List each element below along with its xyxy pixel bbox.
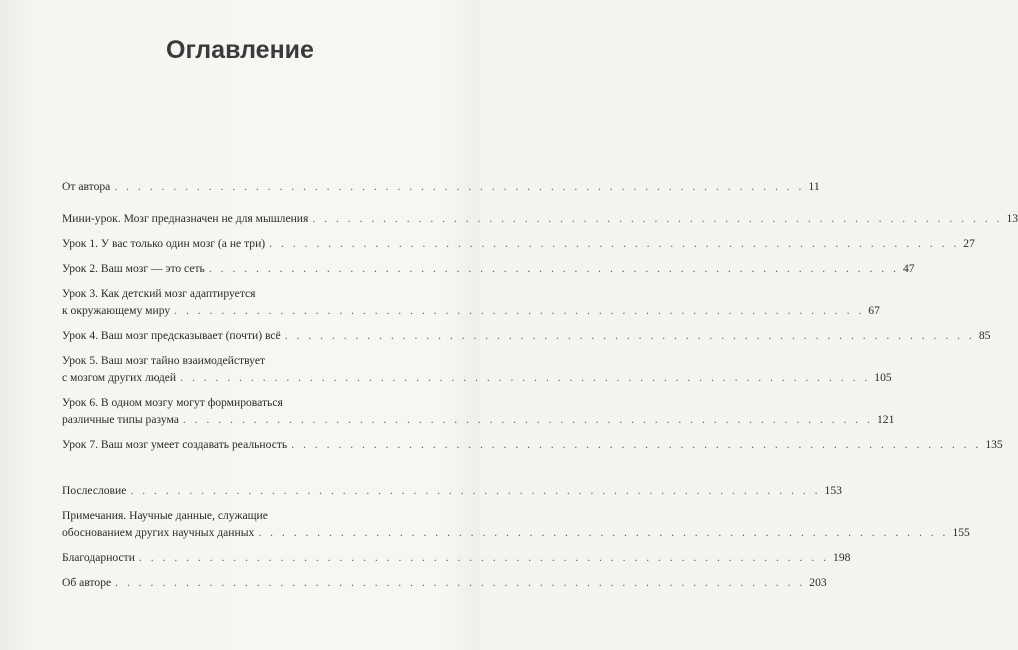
toc-entry-text-cont: обоснованием других научных данных <box>62 526 255 539</box>
toc-entry-lesson-1 <box>62 235 975 252</box>
toc-entry-text: Примечания. Научные данные, служащие <box>62 509 268 522</box>
toc-page-number: 153 <box>824 484 842 497</box>
toc-entry-text: Урок 4. Ваш мозг предсказывает (почти) всё <box>62 329 281 342</box>
toc-page-number: 203 <box>809 576 827 589</box>
toc-entry-text: Мини-урок. Мозг предназначен не для мышления <box>62 212 309 225</box>
toc-entry-lesson-6 <box>62 394 895 428</box>
toc-entry-about-author <box>62 574 827 591</box>
toc-leader-dots: . . . . . . . . . . . . . . . . . . . . . . . . . . . . . . . . . . . . . . . . . . . . . . . . . . . . . . . . . . . <box>182 413 873 426</box>
toc-entry-lesson-7 <box>62 436 1003 453</box>
toc-entry-text: Урок 3. Как детский мозг адаптируется <box>62 287 256 300</box>
toc-leader-dots: . . . . . . . . . . . . . . . . . . . . . . . . . . . . . . . . . . . . . . . . . . . . . . . . . . . . . . . . . . . <box>174 304 865 317</box>
toc-entry-afterword <box>62 482 842 499</box>
toc-leader-dots: . . . . . . . . . . . . . . . . . . . . . . . . . . . . . . . . . . . . . . . . . . . . . . . . . . . . . . . . . . . <box>291 438 982 451</box>
toc-leader-dots: . . . . . . . . . . . . . . . . . . . . . . . . . . . . . . . . . . . . . . . . . . . . . . . . . . . . . . . . . . . <box>130 484 821 497</box>
toc-leader-dots: . . . . . . . . . . . . . . . . . . . . . . . . . . . . . . . . . . . . . . . . . . . . . . . . . . . . . . . . . . . <box>258 526 949 539</box>
toc-leader-dots: . . . . . . . . . . . . . . . . . . . . . . . . . . . . . . . . . . . . . . . . . . . . . . . . . . . . . . . . . . . <box>312 212 1003 225</box>
toc-entry-text-cont: различные типы разума <box>62 413 179 426</box>
toc-leader-dots: . . . . . . . . . . . . . . . . . . . . . . . . . . . . . . . . . . . . . . . . . . . . . . . . . . . . . . . . . . . <box>208 262 899 275</box>
toc-page-number: 85 <box>978 329 991 342</box>
toc-leader-dots: . . . . . . . . . . . . . . . . . . . . . . . . . . . . . . . . . . . . . . . . . . . . . . . . . . . . . . . . . . . <box>269 237 960 250</box>
toc-page-number: 27 <box>963 237 975 250</box>
page-title: Оглавление <box>166 36 314 64</box>
toc-page-number: 198 <box>833 551 851 564</box>
toc-entry-acknowledgements <box>62 549 851 566</box>
toc-page-number: 105 <box>874 371 892 384</box>
toc-page-number: 47 <box>902 262 915 275</box>
toc-entry-text: Урок 1. У вас только один мозг (а не три) <box>62 237 266 250</box>
toc-entry-lesson-4 <box>62 327 991 344</box>
toc-leader-dots: . . . . . . . . . . . . . . . . . . . . . . . . . . . . . . . . . . . . . . . . . . . . . . . . . . . . . . . . . . . <box>138 551 830 564</box>
toc-entry-text: Урок 6. В одном мозгу могут формироваться <box>62 396 283 409</box>
table-of-contents <box>62 178 1018 591</box>
toc-page-number: 135 <box>985 438 1003 451</box>
toc-entry-mini-lesson <box>62 210 1018 227</box>
toc-entry-text: Урок 5. Ваш мозг тайно взаимодействует <box>62 354 266 367</box>
toc-entry-text: Об авторе <box>62 576 112 589</box>
toc-page-number: 121 <box>877 413 895 426</box>
toc-leader-dots: . . . . . . . . . . . . . . . . . . . . . . . . . . . . . . . . . . . . . . . . . . . . . . . . . . . . . . . . . . . <box>115 576 806 589</box>
toc-leader-dots: . . . . . . . . . . . . . . . . . . . . . . . . . . . . . . . . . . . . . . . . . . . . . . . . . . . . . . . . . . . <box>114 180 805 193</box>
toc-entry-text-cont: к окружающему миру <box>62 304 171 317</box>
toc-entry-text: Благодарности <box>62 551 135 564</box>
toc-entry-text: Урок 7. Ваш мозг умеет создавать реальность <box>62 438 288 451</box>
toc-entry-text: Урок 2. Ваш мозг — это сеть <box>62 262 205 275</box>
toc-page-number: 67 <box>868 304 880 317</box>
toc-page-number: 155 <box>952 526 970 539</box>
toc-leader-dots: . . . . . . . . . . . . . . . . . . . . . . . . . . . . . . . . . . . . . . . . . . . . . . . . . . . . . . . . . . . <box>284 329 975 342</box>
toc-entry-lesson-3 <box>62 285 880 319</box>
toc-entry-text: Послесловие <box>62 484 127 497</box>
toc-entry-from-author <box>62 178 820 195</box>
toc-entry-lesson-5 <box>62 352 892 386</box>
toc-entry-lesson-2 <box>62 260 915 277</box>
toc-page-number: 11 <box>808 180 820 193</box>
toc-entry-text-cont: с мозгом других людей <box>62 371 177 384</box>
toc-page-number: 13 <box>1006 212 1018 225</box>
toc-entry-text: От автора <box>62 180 111 193</box>
toc-leader-dots: . . . . . . . . . . . . . . . . . . . . . . . . . . . . . . . . . . . . . . . . . . . . . . . . . . . . . . . . . . . <box>180 371 871 384</box>
toc-entry-notes <box>62 507 970 541</box>
